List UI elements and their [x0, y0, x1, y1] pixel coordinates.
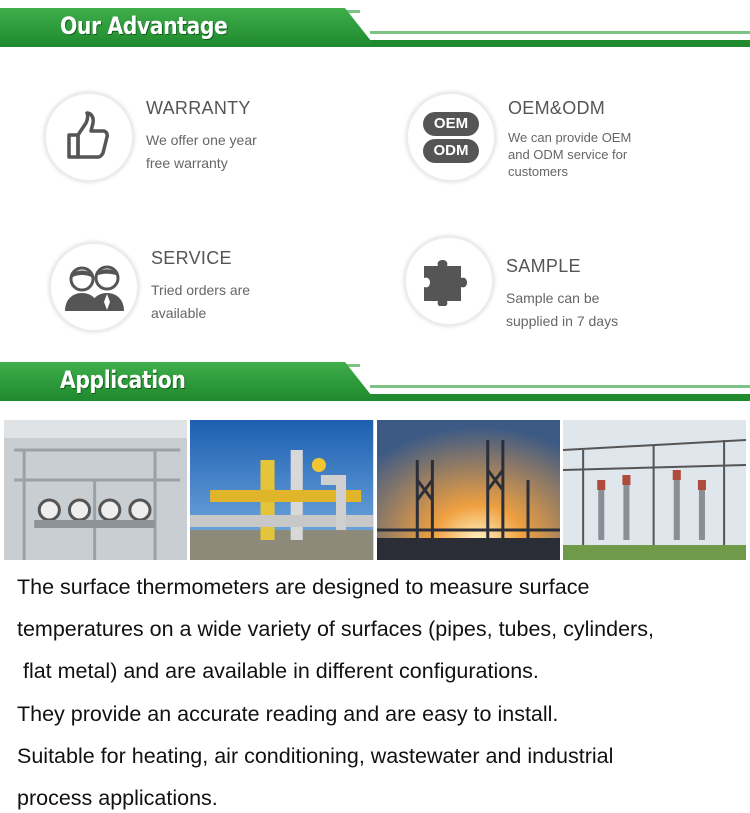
advantage-banner [0, 4, 750, 54]
oem-odm-desc-line2: and ODM service for [508, 147, 628, 162]
sample-circle [404, 236, 494, 326]
warranty-desc-line1: We offer one year [146, 132, 257, 148]
description-line: Suitable for heating, air conditioning, wastewater and industrial [17, 743, 614, 768]
banner-tab [0, 362, 375, 400]
description-line: flat metal) and are available in different configurations. [17, 659, 539, 684]
service-desc-line2: available [151, 305, 207, 321]
card-oem-odm [406, 92, 631, 182]
description-line: temperatures on a wide variety of surfaces (pipes, tubes, cylinders, [17, 617, 654, 642]
card-service [49, 242, 250, 332]
service-title: SERVICE [151, 248, 232, 268]
sample-desc-line1: Sample can be [506, 290, 600, 306]
service-desc [151, 279, 250, 325]
application-title: Application [60, 366, 186, 394]
warranty-circle [44, 92, 134, 182]
banner-thin-stripe [370, 31, 750, 34]
service-circle [49, 242, 139, 332]
oem-badge: OEM [423, 112, 479, 136]
card-warranty [44, 92, 257, 182]
advantage-title: Our Advantage [60, 12, 228, 40]
oem-odm-desc [508, 129, 631, 180]
warranty-desc [146, 129, 257, 175]
banner-thin-stripe [370, 385, 750, 388]
photo-refinery-sunset [377, 420, 560, 560]
oem-odm-icon [423, 112, 479, 163]
description-line: process applications. [17, 786, 218, 811]
sample-desc [506, 287, 618, 333]
service-people-icon [63, 262, 125, 312]
thumbs-up-icon [63, 111, 115, 163]
puzzle-icon [420, 256, 478, 306]
odm-badge: ODM [423, 139, 479, 163]
application-banner [0, 358, 750, 408]
service-desc-line1: Tried orders are [151, 282, 251, 298]
photo-substation [563, 420, 746, 560]
warranty-title: WARRANTY [146, 98, 251, 118]
photo-gas-panel [4, 420, 187, 560]
oem-odm-title: OEM&ODM [508, 98, 606, 118]
oem-odm-desc-line3: customers [508, 164, 568, 179]
description-line: The surface thermometers are designed to measure surface [17, 575, 590, 599]
oem-odm-circle [406, 92, 496, 182]
photo-pipelines [190, 420, 373, 560]
sample-title: SAMPLE [506, 256, 581, 276]
product-description [17, 566, 742, 813]
card-sample [404, 236, 618, 333]
warranty-desc-line2: free warranty [146, 155, 228, 171]
description-line: They provide an accurate reading and are easy to install. [17, 701, 559, 726]
application-photos [4, 420, 746, 560]
oem-odm-desc-line1: We can provide OEM [508, 130, 632, 145]
sample-desc-line2: supplied in 7 days [506, 313, 619, 329]
